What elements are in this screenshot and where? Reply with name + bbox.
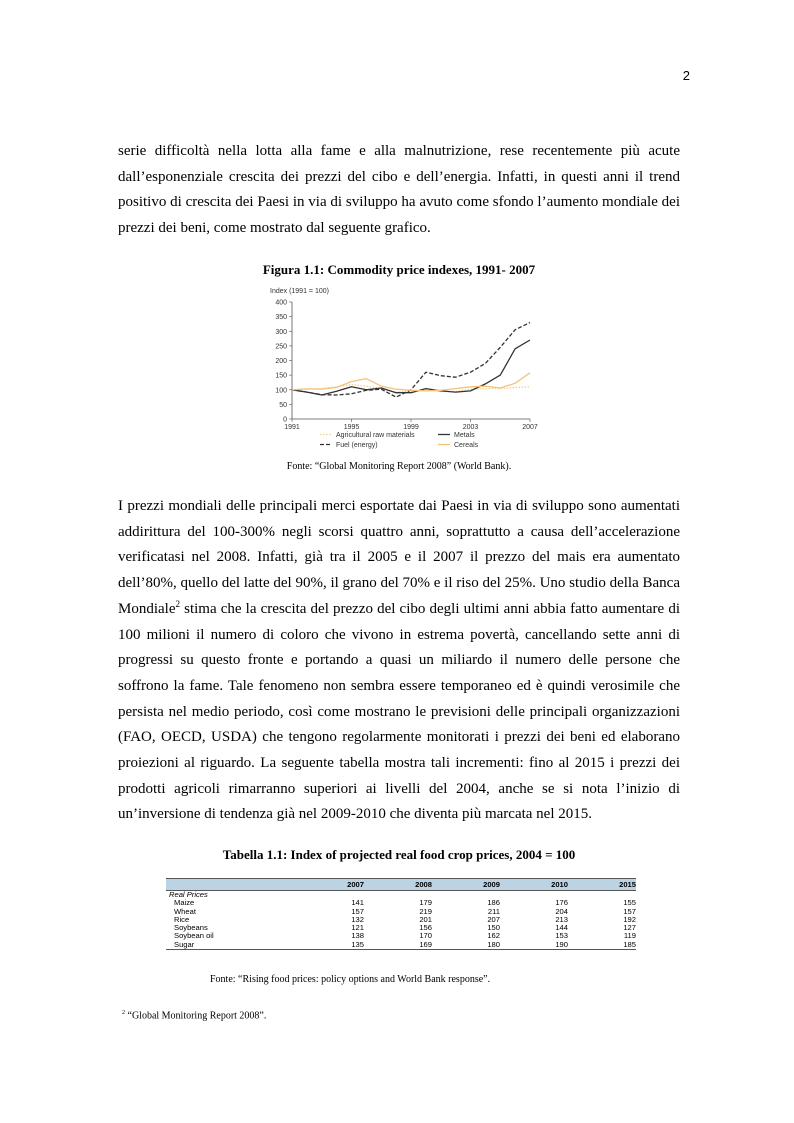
table-header-cell [166, 879, 296, 891]
table-cell: 170 [419, 931, 432, 941]
page-number: 2 [682, 68, 690, 83]
table-row-label: Soybeans [174, 923, 208, 933]
table-cell: 162 [487, 931, 500, 941]
chart-legend [320, 432, 479, 449]
chart-legend-label: Agricultural raw materials [336, 432, 415, 439]
table-cell: 157 [623, 906, 636, 916]
table-row-label: Soybean oil [174, 931, 214, 941]
table-cell: 153 [555, 931, 568, 941]
table-cell: 219 [419, 906, 432, 916]
table-cell: 180 [432, 941, 500, 950]
table-row-label: Sugar [166, 941, 296, 950]
table-cell: 141 [351, 898, 364, 908]
footnote [122, 1010, 266, 1021]
chart-y-tick-label: 350 [275, 314, 287, 322]
table-cell: 138 [351, 931, 364, 941]
table-cell: 213 [555, 914, 568, 924]
table-cell: 201 [419, 914, 432, 924]
chart-legend-label: Metals [454, 432, 475, 439]
table-cell: 121 [351, 923, 364, 933]
table-cell: 186 [487, 898, 500, 908]
chart-y-tick-label: 100 [275, 387, 287, 395]
price-table [166, 878, 636, 950]
table-header-cell: 2015 [568, 879, 636, 891]
table-cell: 207 [487, 914, 500, 924]
table-cell: 169 [364, 941, 432, 950]
chart-y-tick-label: 150 [275, 372, 287, 380]
table-group-label: Real Prices [169, 890, 208, 899]
table-cell: 132 [351, 914, 364, 924]
table-cell: 119 [623, 931, 636, 941]
paragraph-1: serie difficoltà nella lotta alla fame e alla malnutrizione, rese recentemente più acute dall’esponenziale crescita dei prezzi del cibo e dell’energia. Infatti, in questi anni il trend positivo di crescita dei Paesi in via di sviluppo ha avuto come sfondo l’aumento mondiale dei prezzi dei beni, come mostrato dal seguente grafico. [118, 143, 680, 237]
table-cell: 157 [351, 906, 364, 916]
table-header-row [166, 879, 636, 891]
footnote-ref: 2 [175, 598, 180, 609]
chart-y-tick-label: 400 [275, 299, 287, 307]
chart-legend-label: Cereals [454, 442, 479, 449]
chart-legend-label: Fuel (energy) [336, 442, 378, 449]
table-cell: 179 [419, 898, 432, 908]
chart-series-line [292, 323, 530, 398]
table-cell: 190 [500, 941, 568, 950]
paragraph-2-text-b: stima che la crescita del prezzo del cibo degli ultimi anni abbia fatto aumentare di 100 milioni il numero di coloro che vivono in estrema povertà, cancellando sette anni di progressi su questo fronte e portando a quasi un miliardo il numero delle persone che soffrono la fame. Tale fenomeno non sembra essere temporaneo ed è quindi verosimile che persista nel medio periodo, così come mostrano le previsioni delle principali organizzazioni (FAO, OECD, USDA) che tengono regolarmente monitorati i prezzi dei beni ed elaborano proiezioni al riguardo. La seguente tabella mostra tali incrementi: fino al 2015 i prezzi dei prodotti agricoli rimarranno superiori ai livelli del 2004, anche se si nota l’inizio di un’inversione di tendenza già nel 2009-2010 che diventa più marcata nel 2015. [118, 600, 680, 823]
table-row-label: Maize [174, 898, 195, 908]
table-cell: 135 [296, 941, 364, 950]
chart-x-tick-label: 1991 [284, 424, 300, 431]
figure-source: Fonte: “Global Monitoring Report 2008” (World Bank). [286, 461, 512, 472]
table-header-cell: 2010 [500, 879, 568, 891]
chart-series-line [292, 373, 530, 391]
figure-caption: Figura 1.1: Commodity price indexes, 1991- 2007 [262, 262, 536, 277]
table-header-cell: 2008 [364, 879, 432, 891]
table-cell: 150 [487, 923, 500, 933]
table-header-cell: 2007 [296, 879, 364, 891]
paragraph-2-text-a: I prezzi mondiali delle principali merci esportate dai Paesi in via di sviluppo sono aumentati addirittura del 100-300% negli scorsi quattro anni, soprattutto a causa dell’accelerazione verificatasi nel 2008. Infatti, già tra il 2005 e il 2007 il prezzo del mais era aumentato dell’80%, quello del latte del 90%, il grano del 70% e il riso del 25%. Uno studio della Banca Mondiale [118, 498, 680, 617]
chart-axes [275, 300, 538, 432]
table-cell: 192 [623, 914, 636, 924]
table-cell: 185 [568, 941, 636, 950]
paragraph-2 [118, 494, 680, 828]
footnote-text: “Global Monitoring Report 2008”. [125, 1010, 267, 1022]
table-source: Fonte: “Rising food prices: policy options and World Bank response”. [210, 974, 491, 985]
table-row-label: Rice [174, 914, 190, 924]
chart-y-tick-label: 0 [283, 416, 287, 424]
table-header-cell: 2009 [432, 879, 500, 891]
table-row-label: Wheat [174, 906, 196, 916]
chart-y-tick-label: 300 [275, 328, 287, 336]
table-cell: 127 [623, 923, 636, 933]
table-cell: 156 [419, 923, 432, 933]
commodity-price-chart [262, 284, 538, 456]
chart-y-tick-label: 200 [275, 358, 287, 365]
chart-lines [292, 323, 530, 398]
table-caption: Tabella 1.1: Index of projected real food crop prices, 2004 = 100 [222, 847, 576, 862]
table-cell: 155 [623, 898, 636, 908]
table-cell: 204 [555, 906, 568, 916]
chart-y-tick-label: 250 [275, 343, 287, 351]
chart-x-tick-label: 1995 [343, 424, 360, 431]
table-cell: 176 [555, 898, 568, 908]
table-row [166, 941, 636, 950]
chart-x-tick-label: 2007 [522, 424, 538, 431]
table-cell: 211 [487, 906, 500, 916]
chart-y-tick-label: 50 [279, 401, 287, 409]
chart-ylabel: Index (1991 = 100) [270, 288, 329, 295]
table-cell: 144 [555, 923, 568, 933]
footnote-number: 2 [122, 1010, 125, 1016]
chart-x-tick-label: 2003 [462, 424, 479, 431]
chart-x-tick-label: 1999 [403, 424, 419, 431]
